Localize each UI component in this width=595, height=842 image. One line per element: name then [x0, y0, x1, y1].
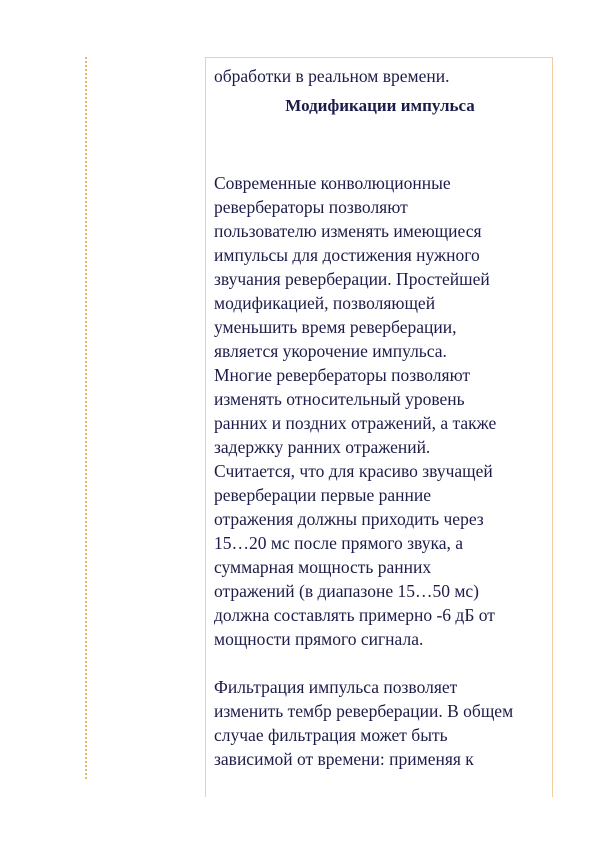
paragraph-line: уменьшить время реверберации,	[214, 317, 457, 337]
spacer	[214, 651, 552, 675]
paragraph-line: зависимой от времени: применяя к	[214, 749, 474, 769]
paragraph-line: задержку ранних отражений.	[214, 437, 431, 457]
paragraph-line: звучания реверберации. Простейшей	[214, 269, 490, 289]
paragraph-line: случае фильтрация может быть	[214, 725, 448, 745]
paragraph-line: суммарная мощность ранних	[214, 557, 432, 577]
paragraph-line: изменять относительный уровень	[214, 389, 465, 409]
paragraph-line: Современные конволюционные	[214, 173, 451, 193]
paragraph-line: модификацией, позволяющей	[214, 293, 436, 313]
paragraph-line: изменить тембр реверберации. В общем	[214, 701, 514, 721]
paragraph-line: импульсы для достижения нужного	[214, 245, 480, 265]
paragraph-line: мощности прямого сигнала.	[214, 629, 424, 649]
top-line: обработки в реальном времени.	[214, 66, 450, 86]
paragraph-line: должна составлять примерно -6 дБ от	[214, 605, 495, 625]
paragraph-line: 15…20 мс после прямого звука, а	[214, 533, 463, 553]
paragraph-line: Считается, что для красиво звучащей	[214, 461, 493, 481]
paragraph-line: Многие ревербераторы позволяют	[214, 365, 471, 385]
paragraph-line: Фильтрация импульса позволяет	[214, 677, 458, 697]
paragraph-2	[214, 675, 552, 771]
paragraph-line: является укорочение импульса.	[214, 341, 447, 361]
paragraph-line: отражений (в диапазоне 15…50 мс)	[214, 581, 480, 601]
paragraph-line: пользователю изменять имеющиеся	[214, 221, 482, 241]
section-heading: Модификации импульса	[285, 96, 475, 115]
margin-dotted-rule	[85, 57, 87, 779]
paragraph-line: отражения должны приходить через	[214, 509, 484, 529]
paragraph-1	[214, 171, 552, 651]
text-column	[205, 57, 553, 797]
paragraph-line: реверберации первые ранние	[214, 485, 432, 505]
paragraph-line: ранних и поздних отражений, а также	[214, 413, 497, 433]
spacer	[214, 118, 552, 171]
paragraph-line: ревербераторы позволяют	[214, 197, 408, 217]
